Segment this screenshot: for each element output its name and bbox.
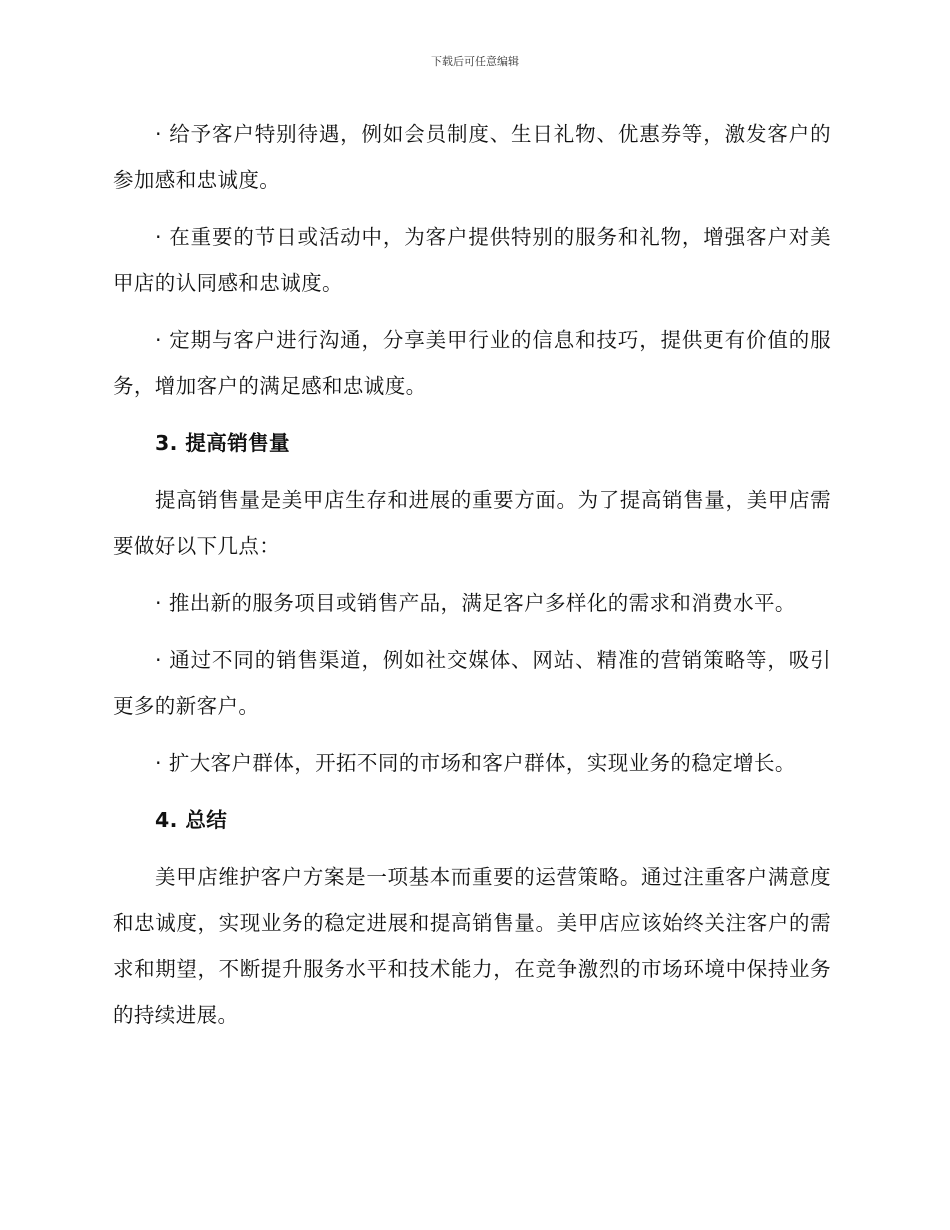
document-body — [113, 111, 831, 1049]
bullet-channels-paragraph: · 通过不同的销售渠道，例如社交媒体、网站、精准的营销策略等，吸引更多的新客户。 — [113, 648, 831, 718]
section-3-intro-paragraph: 提高销售量是美甲店生存和进展的重要方面。为了提高销售量，美甲店需要做好以下几点： — [113, 488, 831, 558]
bullet-holiday-paragraph: · 在重要的节日或活动中，为客户提供特别的服务和礼物，增强客户对美甲店的认同感和忠诚度。 — [113, 225, 831, 295]
bullet-gift-paragraph: · 给予客户特别待遇，例如会员制度、生日礼物、优惠券等，激发客户的参加感和忠诚度。 — [113, 122, 831, 192]
bullet-expand-paragraph: · 扩大客户群体，开拓不同的市场和客户群体，实现业务的稳定增长。 — [155, 751, 796, 775]
summary-paragraph: 美甲店维护客户方案是一项基本而重要的运营策略。通过注重客户满意度和忠诚度，实现业务的稳定进展和提高销售量。美甲店应该始终关注客户的需求和期望，不断提升服务水平和技术能力，在竞争激烈的市场环境中保持业务的持续进展。 — [113, 865, 831, 1027]
page-header-note: 下载后可任意编辑 — [431, 55, 519, 68]
bullet-communicate-paragraph: · 定期与客户进行沟通，分享美甲行业的信息和技巧，提供更有价值的服务，增加客户的满足感和忠诚度。 — [113, 328, 831, 398]
section-4-heading: 4. 总结 — [155, 808, 228, 832]
bullet-products-paragraph: · 推出新的服务项目或销售产品，满足客户多样化的需求和消费水平。 — [155, 591, 796, 615]
section-3-heading: 3. 提高销售量 — [155, 431, 290, 455]
